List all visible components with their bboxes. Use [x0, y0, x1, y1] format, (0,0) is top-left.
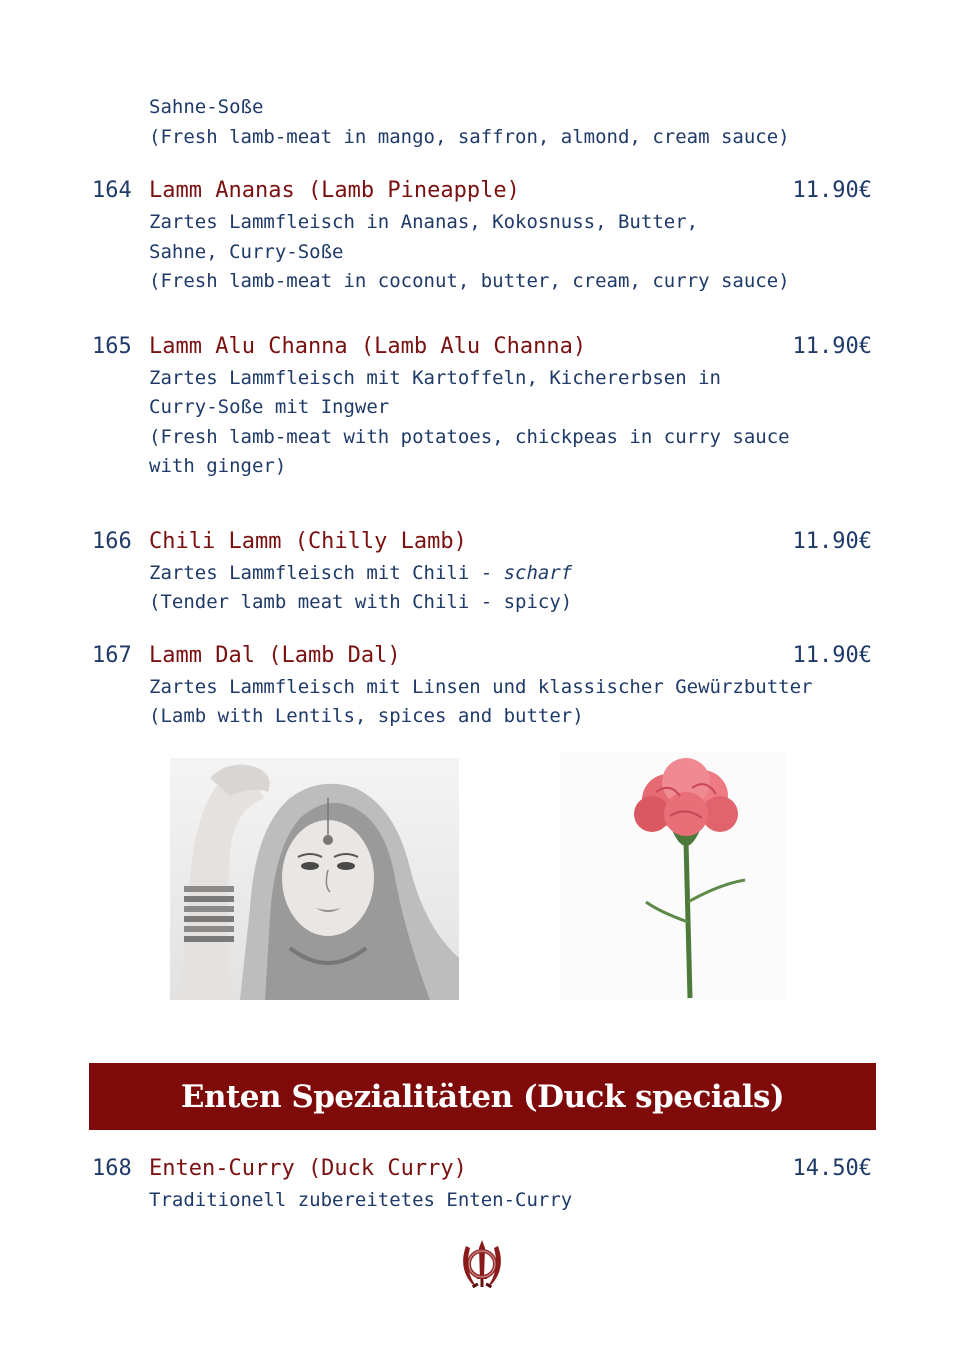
item-description-line: Traditionell zubereitetes Enten-Curry — [149, 1189, 573, 1211]
item-price: 11.90€ — [792, 178, 872, 203]
item-title: Lamm Dal (Lamb Dal) — [149, 643, 401, 668]
item-number: 166 — [92, 529, 132, 554]
item-number: 165 — [92, 334, 132, 359]
item-title: Chili Lamm (Chilly Lamb) — [149, 529, 467, 554]
item-price: 11.90€ — [792, 643, 872, 668]
khanda-emblem-icon — [458, 1238, 506, 1294]
spicy-label: scharf — [503, 562, 573, 584]
item-description-line: Sahne, Curry-Soße — [149, 241, 344, 263]
item-title: Enten-Curry (Duck Curry) — [149, 1156, 467, 1181]
item-title: Lamm Alu Channa (Lamb Alu Channa) — [149, 334, 587, 359]
item-description-line: Zartes Lammfleisch mit Kartoffeln, Kichererbsen in — [149, 367, 721, 389]
item-description-line — [149, 562, 572, 584]
item-description-line: with ginger) — [149, 455, 287, 477]
continued-description-line-1: Sahne-Soße — [149, 96, 264, 118]
item-title: Lamm Ananas (Lamb Pineapple) — [149, 178, 520, 203]
item-price: 11.90€ — [792, 529, 872, 554]
item-description-line: Zartes Lammfleisch in Ananas, Kokosnuss, Butter, — [149, 211, 699, 233]
item-price: 11.90€ — [792, 334, 872, 359]
item-number: 164 — [92, 178, 132, 203]
section-banner-title: Enten Spezialitäten (Duck specials) — [180, 1078, 785, 1115]
section-banner-duck-specials — [89, 1063, 876, 1130]
description-text: Zartes Lammfleisch mit Chili - — [149, 562, 504, 584]
item-description-line: Zartes Lammfleisch mit Linsen und klassischer Gewürzbutter — [149, 676, 813, 698]
item-description-line: (Fresh lamb-meat with potatoes, chickpeas in curry sauce — [149, 426, 790, 448]
item-number: 167 — [92, 643, 132, 668]
carnation-flower-image — [560, 752, 786, 1000]
woman-sketch-illustration — [170, 758, 459, 1000]
item-description-line: (Lamb with Lentils, spices and butter) — [149, 705, 584, 727]
item-number: 168 — [92, 1156, 132, 1181]
item-price: 14.50€ — [792, 1156, 872, 1181]
item-description-line: (Tender lamb meat with Chili - spicy) — [149, 591, 573, 613]
continued-description-line-2: (Fresh lamb-meat in mango, saffron, almond, cream sauce) — [149, 126, 790, 148]
item-description-line: Curry-Soße mit Ingwer — [149, 396, 390, 418]
item-description-line: (Fresh lamb-meat in coconut, butter, cream, curry sauce) — [149, 270, 790, 292]
